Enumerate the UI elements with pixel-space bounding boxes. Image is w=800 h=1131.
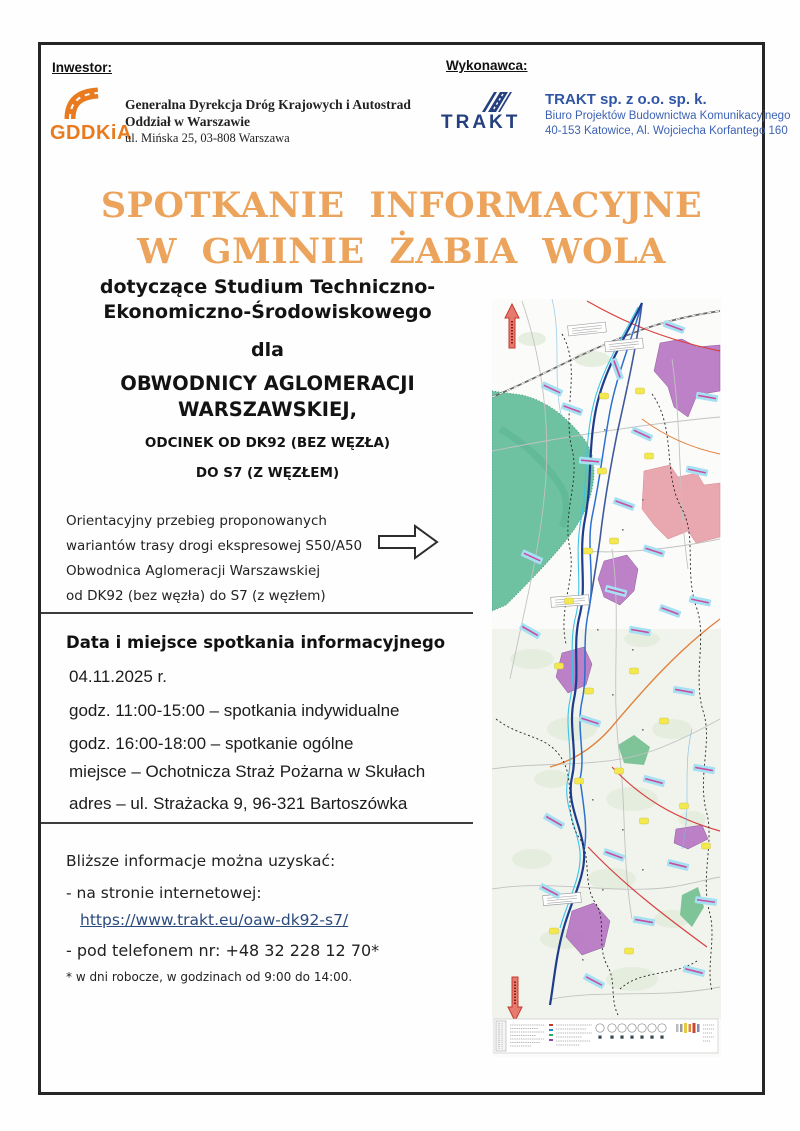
orientation-note-line3: Obwodnica Aglomeracji Warszawskiej: [66, 563, 321, 579]
route-map: [492, 299, 721, 1057]
investor-org-block: [125, 96, 411, 147]
meeting-hours-individual: godz. 11:00-15:00 – spotkania indywidualne: [69, 701, 400, 720]
page-title: [38, 183, 765, 275]
contractor-org-address: 40-153 Katowice, Al. Wojciecha Korfantego 160: [545, 125, 788, 137]
subject-segment-line1: ODCINEK OD DK92 (BEZ WĘZŁA): [144, 435, 391, 451]
contractor-org-block: [545, 92, 790, 139]
page-title-line2: W GMINIE ŻABIA WOLA: [137, 231, 666, 272]
subject-connector: dla: [251, 339, 284, 361]
gddkia-wordmark: GDDKiA: [50, 122, 132, 144]
meeting-date: 04.11.2025 r.: [69, 667, 167, 686]
orientation-note-line2: wariantów trasy drogi ekspresowej S50/A50: [66, 538, 363, 554]
investor-org-branch: Oddział w Warszawie: [125, 114, 251, 129]
map-legend: [494, 1019, 718, 1053]
meeting-heading: Data i miejsce spotkania informacyjnego: [66, 633, 446, 652]
section-divider-bottom: [41, 822, 473, 824]
subject-line2: Ekonomiczno-Środowiskowego: [103, 301, 432, 323]
meeting-hours-general: godz. 16:00-18:00 – spotkanie ogólne: [69, 734, 354, 753]
orientation-note: [66, 509, 362, 609]
subject-name-line1: OBWODNICY AGLOMERACJI: [120, 372, 415, 395]
orientation-note-line4: od DK92 (bez węzła) do S7 (z węzłem): [66, 588, 326, 604]
meeting-address: adres – ul. Strażacka 9, 96-321 Bartoszówka: [69, 794, 408, 813]
right-arrow-icon: [377, 522, 439, 562]
gddkia-logo-icon: [62, 86, 106, 122]
contractor-org-desc: Biuro Projektów Budownictwa Komunikacyjnego: [545, 110, 791, 122]
subject-line1: dotyczące Studium Techniczno-: [99, 276, 436, 298]
info-heading: Bliższe informacje można uzyskać:: [66, 852, 336, 870]
info-footnote: * w dni robocze, w godzinach od 9:00 do 14:00.: [66, 970, 353, 984]
trakt-wordmark: TRAKT: [441, 112, 521, 133]
subject-name-line2: WARSZAWSKIEJ,: [177, 398, 358, 421]
page-title-line1: SPOTKANIE INFORMACYJNE: [100, 185, 703, 226]
subject-segment-line2: DO S7 (Z WĘZŁEM): [195, 465, 340, 481]
investor-label: Inwestor:: [52, 60, 113, 75]
investor-org-address: ul. Mińska 25, 03-808 Warszawa: [125, 131, 290, 145]
section-divider-top: [41, 612, 473, 614]
orientation-note-line1: Orientacyjny przebieg proponowanych: [66, 513, 327, 529]
info-website-label: - na stronie internetowej:: [66, 884, 262, 902]
info-phone-line: - pod telefonem nr: +48 32 228 12 70*: [66, 941, 380, 960]
contractor-label: Wykonawca:: [446, 58, 528, 73]
website-link[interactable]: https://www.trakt.eu/oaw-dk92-s7/: [80, 911, 349, 929]
trakt-logo-icon: [478, 90, 514, 114]
contractor-org-name: TRAKT sp. z o.o. sp. k.: [545, 91, 707, 108]
investor-org-name: Generalna Dyrekcja Dróg Krajowych i Autostrad: [125, 97, 411, 112]
meeting-place: miejsce – Ochotnicza Straż Pożarna w Skułach: [69, 762, 426, 781]
